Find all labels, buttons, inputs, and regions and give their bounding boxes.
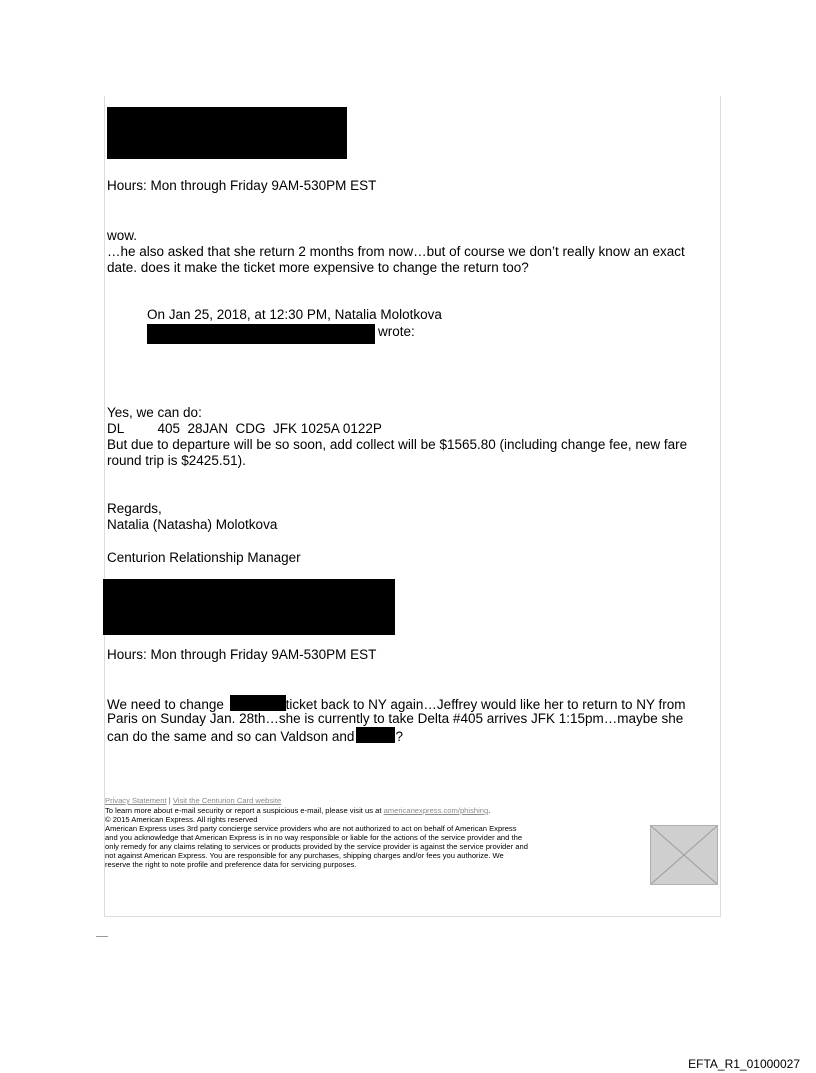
- redaction-block: [103, 579, 395, 635]
- security-end: .: [488, 806, 491, 815]
- privacy-statement-link[interactable]: Privacy Statement: [105, 796, 167, 805]
- quote-wrote: wrote:: [378, 324, 415, 339]
- flight-line: DL 405 28JAN CDG JFK 1025A 0122P: [107, 421, 382, 436]
- footer-disclaimer: only remedy for any claims relating to services or products provided by the service provider is against the service provider and: [105, 842, 528, 851]
- reply-text: Yes, we can do:: [107, 405, 202, 420]
- reply-text: round trip is $2425.51).: [107, 453, 246, 468]
- footer-disclaimer: not against American Express. You are responsible for any purchases, shipping charges and/or fees you authorize. We: [105, 851, 504, 860]
- original-text: can do the same and so can Valdson and: [107, 729, 355, 744]
- broken-image-placeholder: [650, 825, 718, 885]
- security-text: To learn more about e-mail security or report a suspicious e-mail, please visit us at: [105, 806, 384, 815]
- document-id: EFTA_R1_01000027: [688, 1057, 800, 1071]
- reply-text: date. does it make the ticket more expensive to change the return too?: [107, 260, 529, 275]
- phishing-link[interactable]: americanexpress.com/phishing: [383, 806, 489, 815]
- centurion-website-link[interactable]: Visit the Centurion Card website: [172, 796, 282, 805]
- signature-title: Centurion Relationship Manager: [107, 550, 301, 565]
- original-text: We need to change: [107, 697, 224, 712]
- page-mark: [96, 932, 108, 937]
- link-separator: |: [166, 796, 173, 805]
- original-message: [107, 727, 403, 745]
- footer-disclaimer: American Express uses 3rd party concierge service providers who are not authorized to act on behalf of American Express: [105, 824, 517, 833]
- original-text: ?: [395, 729, 403, 744]
- footer-links: [105, 796, 281, 805]
- redaction-block: [147, 324, 375, 344]
- redaction-block: [107, 107, 347, 159]
- reply-text: But due to departure will be so soon, add collect will be $1565.80 (including change fee, new fare: [107, 437, 688, 452]
- reply-text: …he also asked that she return 2 months from now…but of course we don’t really know an exact: [107, 244, 685, 259]
- hours-line: Hours: Mon through Friday 9AM-530PM EST: [107, 178, 377, 193]
- signature-name: Natalia (Natasha) Molotkova: [107, 517, 278, 532]
- email-frame: [104, 96, 721, 917]
- hours-line: Hours: Mon through Friday 9AM-530PM EST: [107, 647, 377, 662]
- footer-disclaimer: and you acknowledge that American Express is in no way responsible or liable for the actions of the service provider and the: [105, 833, 523, 842]
- quote-header: On Jan 25, 2018, at 12:30 PM, Natalia Molotkova: [147, 307, 442, 322]
- redaction-block: [230, 695, 286, 711]
- footer-security: [105, 806, 490, 815]
- signature-regards: Regards,: [107, 501, 162, 516]
- redaction-block: [356, 727, 395, 743]
- reply-text: wow.: [107, 228, 138, 243]
- original-text: ticket back to NY again…Jeffrey would like her to return to NY from: [285, 697, 686, 712]
- footer-disclaimer: reserve the right to note profile and preference data for servicing purposes.: [105, 860, 357, 869]
- footer-copyright: © 2015 American Express. All rights reserved: [105, 815, 258, 824]
- original-text: Paris on Sunday Jan. 28th…she is currently to take Delta #405 arrives JFK 1:15pm…maybe she: [107, 711, 684, 726]
